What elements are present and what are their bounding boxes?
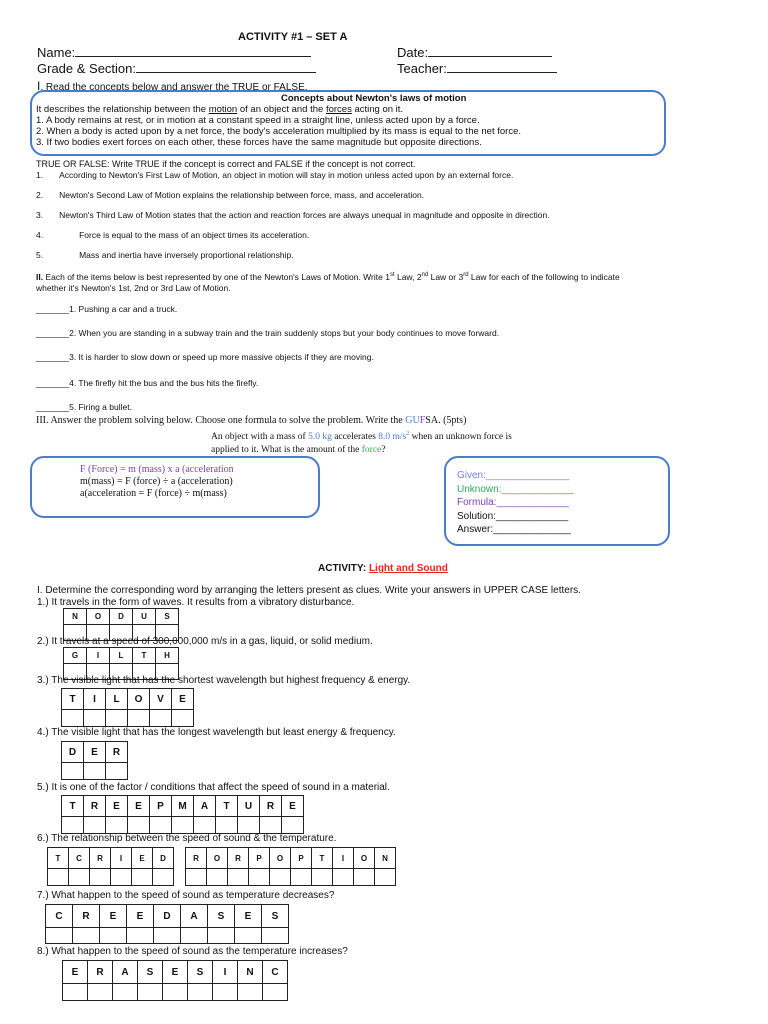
answer-cell[interactable]	[181, 928, 208, 944]
tf-item-text: Newton's Third Law of Motion states that the action and reaction forces are always unequal in magnitude and opposite in direction.	[59, 210, 550, 220]
part2-text: whether it's Newton's 1st, 2nd or 3rd Law of Motion.	[36, 282, 231, 293]
answer-blank[interactable]: _______	[36, 378, 70, 388]
gufsa-given[interactable]: Given:_______________	[457, 470, 570, 481]
problem-text: An object with a mass of	[211, 432, 309, 443]
part2-sup: rd	[463, 272, 469, 278]
concepts-title: Concepts about Newton's laws of motion	[281, 93, 467, 104]
part2-item-text: 4. The firefly hit the bus and the bus hits the firefly.	[69, 378, 259, 388]
tf-item-number: 3.	[36, 210, 44, 220]
part2-text: Law, 2	[394, 271, 422, 282]
part2-item	[36, 304, 177, 314]
answer-cell[interactable]	[216, 817, 238, 834]
grade-field-row	[37, 61, 316, 76]
tf-item-text: Mass and inertia have inversely proportional relationship.	[79, 250, 294, 260]
teacher-blank[interactable]	[447, 72, 557, 73]
clue-letter: S	[208, 905, 235, 928]
part2-text: Law or 3	[428, 271, 464, 282]
part2-item-text: 1. Pushing a car and a truck.	[69, 304, 178, 314]
tf-item	[36, 210, 550, 220]
gufsa-g: GU	[405, 415, 420, 426]
clue-letter: I	[333, 848, 354, 869]
clue-letter: I	[84, 689, 106, 710]
problem-acceleration: 8.0 m/s	[378, 432, 407, 443]
tf-instruction: TRUE OR FALSE: Write TRUE if the concept is correct and FALSE if the concept is not correct.	[36, 159, 416, 169]
answer-cell[interactable]	[228, 869, 249, 886]
answer-cell[interactable]	[46, 928, 73, 944]
clue-letter: R	[106, 742, 128, 763]
puzzle-question: 3.) The visible light that has the shortest wavelength but highest frequency & energy.	[37, 675, 411, 686]
clue-letter: S	[188, 961, 213, 984]
answer-cell[interactable]	[106, 817, 128, 834]
answer-cell[interactable]	[84, 763, 106, 780]
answer-cell[interactable]	[84, 710, 106, 727]
answer-cell[interactable]	[150, 710, 172, 727]
answer-cell[interactable]	[263, 984, 288, 1001]
concepts-list	[36, 115, 521, 148]
answer-cell[interactable]	[138, 984, 163, 1001]
teacher-field-row	[397, 61, 557, 76]
clue-letter: E	[172, 689, 194, 710]
problem-text: ?	[381, 445, 386, 456]
part2-item	[36, 378, 258, 388]
clue-letter: G	[64, 648, 87, 664]
concepts-intro-motion: motion	[208, 104, 238, 115]
tf-item	[36, 230, 309, 240]
concepts-intro-part: of an object and the	[237, 104, 326, 115]
tf-item-number: 5.	[36, 250, 44, 260]
name-field-row	[37, 45, 311, 60]
clue-letter: T	[62, 689, 84, 710]
problem-force: force	[361, 445, 382, 456]
answer-cell[interactable]	[235, 928, 262, 944]
answer-cell[interactable]	[106, 763, 128, 780]
part3-instruction	[36, 415, 466, 426]
part3-text: III. Answer the problem solving below. Choose one formula to solve the problem. Write the	[36, 415, 406, 426]
clue-letter: R	[73, 905, 100, 928]
clue-letter: P	[150, 796, 172, 817]
clue-letter: O	[128, 689, 150, 710]
part2-roman: II.	[36, 271, 44, 282]
clue-letter: L	[106, 689, 128, 710]
clue-letter: T	[133, 648, 156, 664]
activity2-instruction: I. Determine the corresponding word by arranging the letters present as clues. Write your answers in UPPER CASE letters.	[37, 585, 581, 596]
answer-cell[interactable]	[186, 869, 207, 886]
clue-letter: A	[194, 796, 216, 817]
answer-cell[interactable]	[172, 710, 194, 727]
clue-letter: E	[100, 905, 127, 928]
answer-cell[interactable]	[84, 817, 106, 834]
answer-cell[interactable]	[100, 928, 127, 944]
clue-letter: T	[312, 848, 333, 869]
clue-letter: C	[46, 905, 73, 928]
tf-item-number: 2.	[36, 190, 44, 200]
clue-letter: O	[354, 848, 375, 869]
clue-letter: E	[128, 796, 150, 817]
part2-sup: nd	[421, 272, 429, 278]
answer-cell[interactable]	[238, 817, 260, 834]
clue-letter: D	[62, 742, 84, 763]
clue-letter: E	[127, 905, 154, 928]
answer-cell[interactable]	[48, 869, 69, 886]
clue-letter: S	[156, 609, 179, 625]
answer-cell[interactable]	[208, 928, 235, 944]
answer-blank[interactable]: _______	[36, 304, 70, 314]
problem-mass: 5.0 kg	[308, 432, 332, 443]
clue-letter: M	[172, 796, 194, 817]
date-blank[interactable]	[428, 56, 552, 57]
concepts-intro	[36, 104, 403, 115]
part2-sup: st	[389, 272, 395, 278]
clue-letter: U	[133, 609, 156, 625]
clue-letter: I	[213, 961, 238, 984]
answer-cell[interactable]	[150, 817, 172, 834]
clue-letter: R	[260, 796, 282, 817]
tf-item-text: Force is equal to the mass of an object times its acceleration.	[79, 230, 310, 240]
concept-item: 1. A body remains at rest, or in motion at a constant speed in a straight line, unless acted upon by a force.	[36, 115, 480, 126]
answer-cell[interactable]	[333, 869, 354, 886]
part1-roman: I	[37, 79, 41, 93]
grade-section-label: Grade & Section:	[37, 61, 136, 76]
clue-letter: O	[87, 609, 110, 625]
answer-cell[interactable]	[270, 869, 291, 886]
clue-letter: E	[282, 796, 304, 817]
answer-cell[interactable]	[375, 869, 396, 886]
gufsa-solution[interactable]: Solution:_____________	[457, 510, 569, 522]
clue-letter: C	[263, 961, 288, 984]
answer-cell[interactable]	[69, 869, 90, 886]
clue-letter: N	[64, 609, 87, 625]
answer-cell[interactable]	[132, 869, 153, 886]
clue-letter: C	[69, 848, 90, 869]
activity2-heading	[318, 563, 448, 574]
letter-grid	[62, 960, 288, 1001]
answer-cell[interactable]	[172, 817, 194, 834]
letter-grid-word-2	[185, 847, 396, 886]
gufsa-list	[457, 469, 574, 537]
clue-letter: T	[62, 796, 84, 817]
answer-cell[interactable]	[238, 984, 263, 1001]
clue-letter: L	[110, 648, 133, 664]
answer-cell[interactable]	[113, 984, 138, 1001]
part2-item	[36, 352, 374, 362]
formula-item: F (Force) = m (mass) x a (acceleration	[80, 464, 234, 475]
problem-statement	[211, 428, 512, 457]
answer-blank[interactable]: _______	[36, 402, 70, 412]
clue-letter: H	[156, 648, 179, 664]
formula-item: m(mass) = F (force) ÷ a (acceleration)	[80, 476, 233, 487]
activity-title: ACTIVITY #1 – SET A	[238, 31, 348, 43]
letter-grid	[61, 688, 194, 727]
part1-instruction-text: . Read the concepts below and answer the TRUE or FALSE.	[40, 82, 308, 93]
answer-cell[interactable]	[62, 763, 84, 780]
clue-letter: U	[238, 796, 260, 817]
clue-letter: I	[87, 648, 110, 664]
answer-cell[interactable]	[127, 928, 154, 944]
clue-letter: A	[181, 905, 208, 928]
name-label: Name:	[37, 45, 76, 60]
part2-item-text: 5. Firing a bullet.	[69, 402, 132, 412]
puzzle-question: 7.) What happen to the speed of sound as temperature decreases?	[37, 890, 335, 901]
date-label: Date:	[397, 45, 429, 60]
clue-letter: E	[84, 742, 106, 763]
answer-cell[interactable]	[207, 869, 228, 886]
answer-cell[interactable]	[282, 817, 304, 834]
answer-blank[interactable]: _______	[36, 328, 70, 338]
tf-item-number: 1.	[36, 170, 44, 180]
clue-letter: N	[375, 848, 396, 869]
tf-item-number: 4.	[36, 230, 44, 240]
activity2-topic: Light and Sound	[368, 563, 448, 574]
clue-letter: R	[228, 848, 249, 869]
puzzle-question: 2.) It travels at a speed of 300,000,000 m/s in a gas, liquid, or solid medium.	[37, 636, 373, 647]
letter-grid	[45, 904, 289, 944]
letter-grid	[61, 795, 304, 834]
answer-cell[interactable]	[188, 984, 213, 1001]
formula-list	[80, 464, 234, 500]
clue-letter: E	[132, 848, 153, 869]
answer-cell[interactable]	[194, 817, 216, 834]
answer-blank[interactable]: _______	[36, 352, 70, 362]
gufsa-answer[interactable]: Answer:______________	[457, 524, 571, 535]
answer-cell[interactable]	[62, 710, 84, 727]
answer-cell[interactable]	[62, 817, 84, 834]
answer-cell[interactable]	[73, 928, 100, 944]
clue-letter: N	[238, 961, 263, 984]
teacher-label: Teacher:	[397, 61, 447, 76]
concepts-intro-part: It describes the relationship between the	[36, 104, 209, 115]
problem-exponent: 2	[406, 431, 410, 437]
problem-text: applied to it. What is the amount of the	[211, 445, 362, 456]
concept-item: 3. If two bodies exert forces on each other, these forces have the same magnitude but opposite directions.	[36, 137, 482, 148]
letter-grid-word-1	[47, 847, 174, 886]
part2-text: Each of the items below is best represented by one of the Newton's Laws of Motion. Write 1	[43, 271, 390, 282]
answer-cell[interactable]	[213, 984, 238, 1001]
puzzle-question: 5.) It is one of the factor / conditions that affect the speed of sound in a material.	[37, 782, 390, 793]
problem-text: accelerates	[331, 432, 379, 443]
clue-letter: D	[110, 609, 133, 625]
answer-cell[interactable]	[260, 817, 282, 834]
clue-letter: I	[111, 848, 132, 869]
part2-item-text: 3. It is harder to slow down or speed up more massive objects if they are moving.	[69, 352, 374, 362]
clue-letter: P	[291, 848, 312, 869]
answer-cell[interactable]	[128, 817, 150, 834]
clue-letter: E	[235, 905, 262, 928]
gufsa-formula[interactable]: Formula:_____________	[457, 497, 569, 508]
clue-letter: T	[48, 848, 69, 869]
letter-grid	[61, 741, 128, 780]
gufsa-sa: SA	[425, 415, 439, 426]
problem-text: when an unknown force is	[409, 432, 512, 443]
answer-cell[interactable]	[88, 984, 113, 1001]
tf-item-text: According to Newton's First Law of Motion, an object in motion will stay in motion unless acted upon by an external force.	[59, 170, 514, 180]
puzzle-question: 4.) The visible light that has the longest wavelength but least energy & frequency.	[37, 727, 396, 738]
gufsa-f: F	[419, 415, 426, 426]
concepts-intro-forces: forces	[325, 104, 352, 115]
puzzle-question: 1.) It travels in the form of waves. It results from a vibratory disturbance.	[37, 597, 355, 608]
clue-letter: R	[88, 961, 113, 984]
part2-item	[36, 328, 499, 338]
gufsa-unknown[interactable]: Unknown:_____________	[457, 483, 574, 495]
answer-cell[interactable]	[249, 869, 270, 886]
answer-cell[interactable]	[291, 869, 312, 886]
answer-cell[interactable]	[262, 928, 289, 944]
answer-cell[interactable]	[128, 710, 150, 727]
clue-letter: E	[106, 796, 128, 817]
clue-letter: A	[113, 961, 138, 984]
clue-letter: E	[163, 961, 188, 984]
clue-letter: R	[90, 848, 111, 869]
clue-letter: T	[216, 796, 238, 817]
clue-letter: R	[84, 796, 106, 817]
clue-letter: O	[207, 848, 228, 869]
clue-letter: P	[249, 848, 270, 869]
tf-item	[36, 170, 513, 180]
part2-text: Law for each of the following to indicate	[468, 271, 620, 282]
clue-letter: R	[186, 848, 207, 869]
answer-cell[interactable]	[163, 984, 188, 1001]
answer-cell[interactable]	[106, 710, 128, 727]
clue-letter: E	[63, 961, 88, 984]
answer-cell[interactable]	[90, 869, 111, 886]
tf-item	[36, 190, 424, 200]
clue-letter: S	[262, 905, 289, 928]
part2-instruction	[36, 270, 736, 294]
answer-cell[interactable]	[354, 869, 375, 886]
concept-item: 2. When a body is acted upon by a net force, the body's acceleration multiplied by its mass is equal to the net force.	[36, 126, 522, 137]
name-blank[interactable]	[75, 56, 311, 57]
activity2-label: ACTIVITY:	[318, 563, 369, 574]
puzzle-question: 8.) What happen to the speed of sound as the temperature increases?	[37, 946, 348, 957]
clue-letter: S	[138, 961, 163, 984]
puzzle-question: 6.) The relationship between the speed of sound & the temperature.	[37, 833, 337, 844]
clue-letter: O	[270, 848, 291, 869]
formula-item: a(acceleration = F (force) ÷ m(mass)	[80, 488, 227, 499]
clue-letter: D	[153, 848, 174, 869]
concepts-intro-part: acting on it.	[351, 104, 404, 115]
tf-item-text: Newton's Second Law of Motion explains the relationship between force, mass, and acceleration.	[59, 190, 425, 200]
answer-cell[interactable]	[312, 869, 333, 886]
tf-item	[36, 250, 294, 260]
answer-cell[interactable]	[111, 869, 132, 886]
answer-cell[interactable]	[153, 869, 174, 886]
part3-text: . (5pts)	[438, 415, 467, 426]
clue-letter: V	[150, 689, 172, 710]
part2-item-text: 2. When you are standing in a subway train and the train suddenly stops but your body continues to move forward.	[69, 328, 500, 338]
part2-item	[36, 402, 132, 412]
date-field-row	[397, 45, 552, 60]
clue-letter: D	[154, 905, 181, 928]
answer-cell[interactable]	[63, 984, 88, 1001]
answer-cell[interactable]	[154, 928, 181, 944]
grade-section-blank[interactable]	[136, 72, 316, 73]
